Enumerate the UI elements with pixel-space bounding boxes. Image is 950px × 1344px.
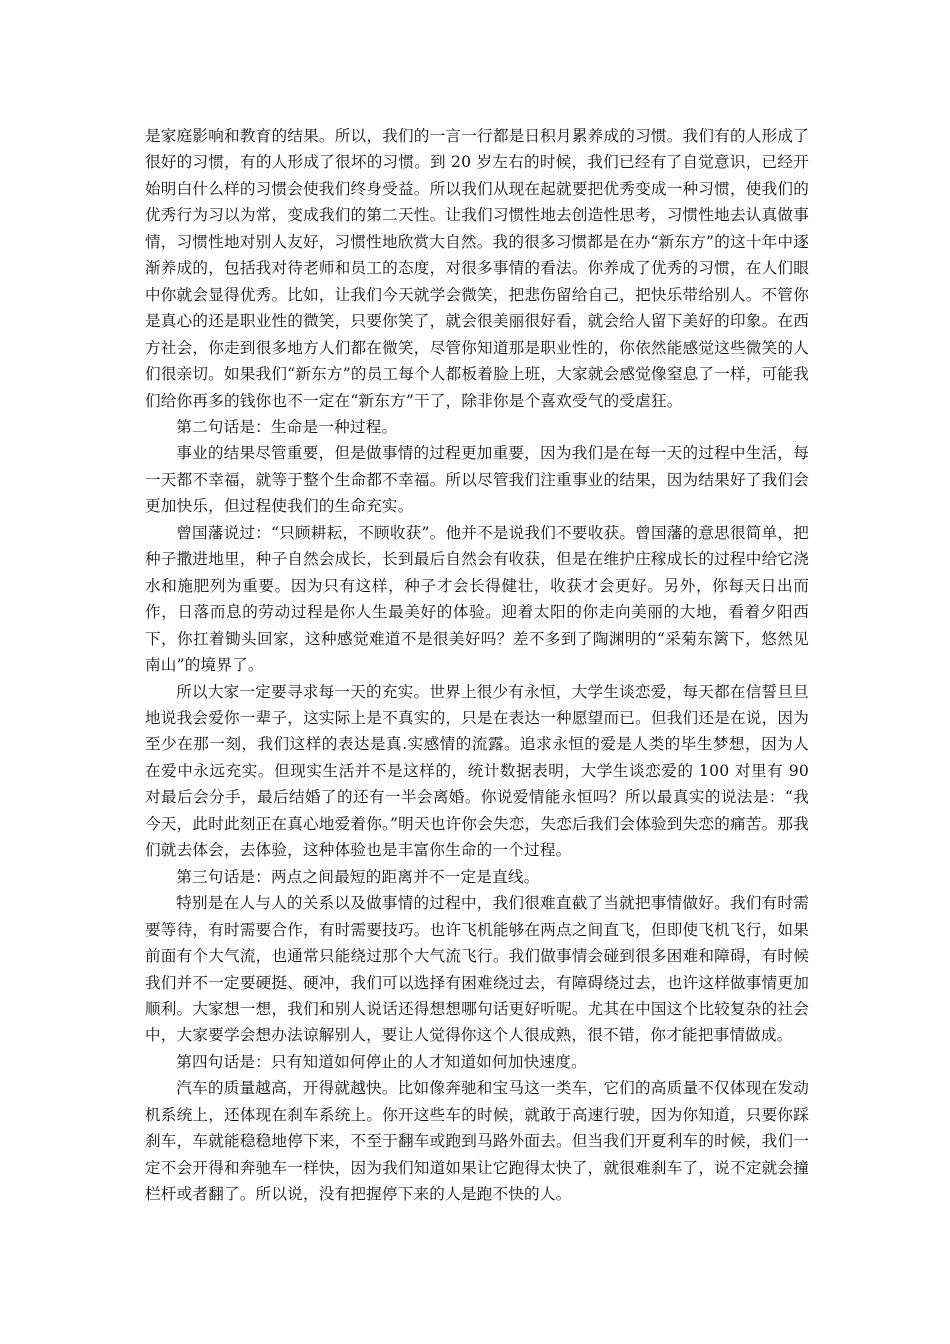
paragraph-detours: 特别是在人与人的关系以及做事情的过程中，我们很难直截了当就把事情做好。我们有时需要等待，有时需要合作，有时需要技巧。也许飞机能够在两点之间直飞，但即使飞机飞行，如果前面有个大气流，也通常只能绕过那个大气流飞行。我们做事情会碰到很多困难和障碍，有时候我们并不一定要硬挺、硬冲，我们可以选择有困难绕过去，有障碍绕过去，也许这样做事情更加顺利。大家想一想，我们和别人说话还得想想哪句话更好听呢。尤其在中国这个比较复杂的社会中，大家要学会想办法谅解别人，要让人觉得你这个人很成熟，很不错，你才能把事情做成。: [145, 894, 809, 1045]
paragraph-fulfillment: 所以大家一定要寻求每一天的充实。世界上很少有永恒，大学生谈恋爱，每天都在信誓旦旦地说我会爱你一辈子，这实际上是不真实的，只是在表达一种愿望而已。但我们还是在说，因为至少在那一刻，我们这样的表达是真.实感情的流露。追求永恒的爱是人类的毕生梦想，因为人在爱中永远充实。但现实生活并不是这样的，统计数据表明，大学生谈恋爱的 100 对里有 90 对最后会分手，最后结婚了的还有一半会离婚。你说爱情能永恒吗？所以最真实的说法是：“我今天，此时此刻正在真心地爱着你。”明天也许你会失恋，失恋后我们会体验到失恋的痛苦。那我们就去体会，去体验，这种体验也是丰富你生命的一个过程。: [145, 682, 809, 860]
paragraph-process: 事业的结果尽管重要，但是做事情的过程更加重要，因为我们是在每一天的过程中生活，每一天都不幸福，就等于整个生命都不幸福。所以尽管我们注重事业的结果，因为结果好了我们会更加快乐，但过程使我们的生命充实。: [145, 444, 809, 516]
heading-second-saying: 第二句话是：生命是一种过程。: [176, 417, 398, 436]
heading-fourth-saying: 第四句话是：只有知道如何停止的人才知道如何加快速度。: [176, 1052, 587, 1071]
document-body: [145, 123, 809, 1208]
heading-third-saying: 第三句话是：两点之间最短的距离并不一定是直线。: [176, 867, 540, 886]
paragraph-zeng-guofan: 曾国藩说过：“只顾耕耘，不顾收获”。他并不是说我们不要收获。曾国藩的意思很简单，把种子撒进地里，种子自然会成长，长到最后自然会有收获，但是在维护庄稼成长的过程中给它浇水和施肥列为重要。因为只有这样，种子才会长得健壮，收获才会更好。另外，你每天日出而作，日落而息的劳动过程是你人生最美好的体验。迎着太阳的你走向美丽的大地，看着夕阳西下，你扛着锄头回家，这种感觉难道不是很美好吗？差不多到了陶渊明的“采菊东篱下，悠然见南山”的境界了。: [145, 523, 809, 675]
paragraph-habits: 是家庭影响和教育的结果。所以，我们的一言一行都是日积月累养成的习惯。我们有的人形成了很好的习惯，有的人形成了很坏的习惯。到 20 岁左右的时候，我们已经有了自觉意识，已经开始明白什么样的习惯会使我们终身受益。所以我们从现在起就要把优秀变成一种习惯，使我们的优秀行为习以为常，变成我们的第二天性。让我们习惯性地去创造性思考，习惯性地去认真做事情，习惯性地对别人友好，习惯性地欣赏大自然。我的很多习惯都是在办“新东方”的这十年中逐渐养成的，包括我对待老师和员工的态度，对很多事情的看法。你养成了优秀的习惯，在人们眼中你就会显得优秀。比如，让我们今天就学会微笑，把悲伤留给自己，把快乐带给别人。不管你是真心的还是职业性的微笑，只要你笑了，就会很美丽很好看，就会给人留下美好的印象。在西方社会，你走到很多地方人们都在微笑，尽管你知道那是职业性的，你依然能感觉这些微笑的人们很亲切。如果我们“新东方”的员工每个人都板着脸上班，大家就会感觉像窒息了一样，可能我们给你再多的钱你也不一定在“新东方”干了，除非你是个喜欢受气的受虐狂。: [145, 127, 809, 410]
paragraph-brakes: 汽车的质量越高，开得就越快。比如像奔驰和宝马这一类车，它们的高质量不仅体现在发动机系统上，还体现在刹车系统上。你开这些车的时候，就敢于高速行驶，因为你知道，只要你踩刹车，车就能稳稳地停下来，不至于翻车或跑到马路外面去。但当我们开夏利车的时候，我们一定不会开得和奔驰车一样快，因为我们知道如果让它跑得太快了，就很难刹车了，说不定就会撞栏杆或者翻了。所以说，没有把握停下来的人是跑不快的人。: [145, 1079, 809, 1204]
